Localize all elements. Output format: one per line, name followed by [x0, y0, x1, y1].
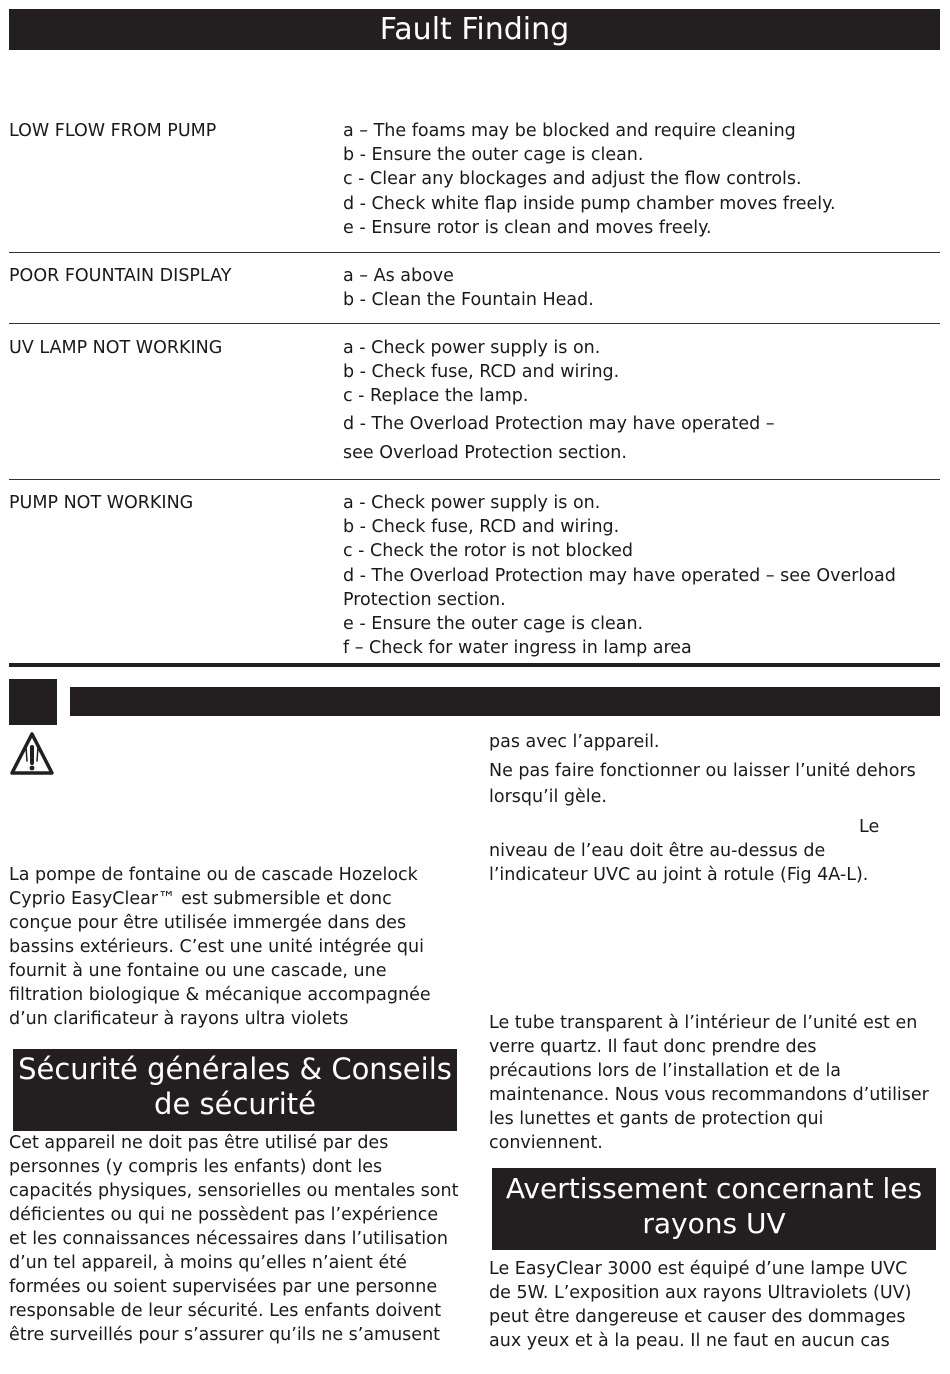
safety-paragraph [9, 1131, 469, 1347]
heading-line: rayons UV [642, 1207, 786, 1240]
text-line: les lunettes et gants de protection qui [489, 1109, 824, 1129]
text-line: formées ou soient supervisées par une personne [9, 1277, 438, 1297]
divider [9, 323, 940, 324]
remedy-line: a - Check power supply is on. [343, 493, 601, 513]
text-line: Cyprio EasyClear™ est submersible et donc [9, 889, 392, 909]
paragraph [489, 1011, 944, 1155]
text-line: responsable de leur sécurité. Les enfants doivent [9, 1301, 442, 1321]
text-line: filtration biologique & mécanique accompagnée [9, 985, 431, 1005]
fault-remedies [343, 264, 933, 312]
remedy-line: b - Check fuse, RCD and wiring. [343, 517, 620, 538]
remedy-line: e - Ensure the outer cage is clean. [343, 614, 644, 635]
fault-remedies [343, 119, 933, 240]
text-line: l’indicateur UVC au joint à rotule (Fig 4A-L). [489, 865, 869, 885]
fault-label: UV LAMP NOT WORKING [9, 338, 223, 358]
safety-heading [13, 1049, 457, 1131]
text-line: conçue pour être utilisée immergée dans des [9, 913, 407, 933]
text-line: pas avec l’appareil. [489, 732, 660, 752]
text-fragment: Le [859, 817, 880, 837]
text-line: niveau de l’eau doit être au-dessus de [489, 841, 826, 861]
remedy-line: e - Ensure rotor is clean and moves freely. [343, 217, 712, 238]
remedy-line: c - Clear any blockages and adjust the flow controls. [343, 169, 802, 190]
warning-triangle-icon [10, 731, 54, 777]
heading-line: Sécurité générales & Conseils [18, 1052, 452, 1086]
intro-paragraph [9, 863, 469, 1031]
divider [9, 479, 940, 480]
text-line: être surveillés pour s’assurer qu’ils ne s’amusent [9, 1325, 441, 1345]
text-line: précautions lors de l’installation et de la [489, 1061, 842, 1081]
remedy-line: see Overload Protection section. [343, 442, 627, 463]
remedy-line: c - Replace the lamp. [343, 386, 529, 407]
text-line: peut être dangereuse et causer des dommages [489, 1307, 906, 1327]
remedy-line: f – Check for water ingress in lamp area [343, 638, 692, 659]
language-tab-block [9, 679, 57, 725]
fault-label: LOW FLOW FROM PUMP [9, 121, 217, 141]
heading-line: Avertissement concernant les [505, 1172, 923, 1205]
remedy-line: d - The Overload Protection may have operated – see Overload [343, 565, 896, 586]
fault-remedies [343, 491, 933, 660]
remedy-line: a – As above [343, 266, 454, 286]
text-line: Cet appareil ne doit pas être utilisé par des [9, 1133, 389, 1153]
remedy-line: b - Check fuse, RCD and wiring. [343, 362, 620, 383]
divider [9, 252, 940, 253]
remedy-line: d - Check white flap inside pump chamber moves freely. [343, 193, 836, 214]
text-line: fournit à une fontaine ou une cascade, une [9, 961, 387, 981]
remedy-line: a – The foams may be blocked and require cleaning [343, 121, 796, 141]
text-line: conviennent. [489, 1133, 603, 1153]
paragraph [489, 730, 939, 754]
remedy-line: b - Ensure the outer cage is clean. [343, 145, 644, 166]
text-line: de 5W. L’exposition aux rayons Ultraviolets (UV) [489, 1283, 912, 1303]
text-line: et les connaissances nécessaires dans l’utilisation [9, 1229, 448, 1249]
fault-remedies [343, 336, 933, 465]
section-header-bar [70, 687, 940, 716]
text-line: bassins extérieurs. C’est une unité intégrée qui [9, 937, 424, 957]
page-title: Fault Finding [9, 9, 940, 50]
fault-label: PUMP NOT WORKING [9, 493, 194, 513]
text-line: Le EasyClear 3000 est équipé d’une lampe UVC [489, 1259, 908, 1279]
uv-paragraph [489, 1257, 939, 1353]
heading-line: de sécurité [154, 1087, 316, 1121]
remedy-line: a - Check power supply is on. [343, 338, 601, 358]
text-line: aux yeux et à la peau. Il ne faut en aucun cas [489, 1331, 890, 1351]
uv-warning-heading [492, 1168, 936, 1250]
remedy-line: b - Clean the Fountain Head. [343, 290, 594, 311]
text-line: Le tube transparent à l’intérieur de l’unité est en [489, 1013, 918, 1033]
text-line: Ne pas faire fonctionner ou laisser l’unité dehors [489, 761, 916, 781]
text-line: maintenance. Nous vous recommandons d’utiliser [489, 1085, 929, 1105]
paragraph [489, 839, 939, 887]
text-line: lorsqu’il gèle. [489, 787, 607, 807]
paragraph [489, 759, 939, 809]
text-line: d’un tel appareil, à moins qu’elles n’aient été [9, 1253, 407, 1273]
text-line: d’un clarificateur à rayons ultra violets [9, 1009, 349, 1029]
remedy-line: c - Check the rotor is not blocked [343, 541, 634, 562]
remedy-line: d - The Overload Protection may have operated – [343, 413, 775, 434]
text-line: La pompe de fontaine ou de cascade Hozelock [9, 865, 418, 885]
text-line: personnes (y compris les enfants) dont les [9, 1157, 383, 1177]
text-line: capacités physiques, sensorielles ou mentales sont [9, 1181, 459, 1201]
fault-label: POOR FOUNTAIN DISPLAY [9, 266, 232, 286]
remedy-line: Protection section. [343, 589, 506, 610]
section-divider [9, 663, 940, 667]
text-line: verre quartz. Il faut donc prendre des [489, 1037, 817, 1057]
text-line: déficientes ou qui ne possèdent pas l’expérience [9, 1205, 439, 1225]
